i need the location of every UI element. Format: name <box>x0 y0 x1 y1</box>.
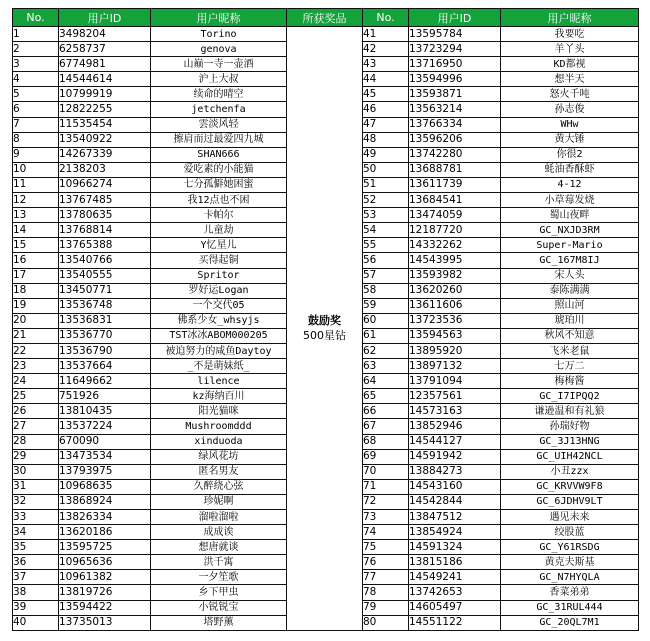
row-nickname: 照山河 <box>501 298 639 313</box>
row-no: 20 <box>13 313 59 328</box>
row-no: 5 <box>13 87 59 102</box>
row-user-id: 13766334 <box>409 117 501 132</box>
row-nickname: 溜啦溜啦 <box>151 510 287 525</box>
prize-cell <box>287 27 363 631</box>
row-no: 62 <box>363 343 409 358</box>
row-nickname: 七分孤僻她困蜜 <box>151 177 287 192</box>
row-no: 31 <box>13 479 59 494</box>
row-no: 53 <box>363 208 409 223</box>
row-user-id: 13594563 <box>409 328 501 343</box>
row-user-id: 14544614 <box>59 72 151 87</box>
row-no: 78 <box>363 585 409 600</box>
header-nick-left: 用户昵称 <box>151 9 287 27</box>
row-nickname: 羊丫头 <box>501 42 639 57</box>
row-nickname: 被迫努力的咸鱼Daytoy <box>151 343 287 358</box>
row-no: 43 <box>363 57 409 72</box>
row-user-id: 13791094 <box>409 374 501 389</box>
row-user-id: 6774981 <box>59 57 151 72</box>
row-nickname: 续命的晴空 <box>151 87 287 102</box>
row-user-id: 13537664 <box>59 359 151 374</box>
row-user-id: 11649662 <box>59 374 151 389</box>
row-user-id: 13815186 <box>409 555 501 570</box>
row-no: 24 <box>13 374 59 389</box>
row-user-id: 12187720 <box>409 223 501 238</box>
row-no: 22 <box>13 343 59 358</box>
row-nickname: WHw <box>501 117 639 132</box>
row-no: 44 <box>363 72 409 87</box>
row-nickname: 想唐就谈 <box>151 540 287 555</box>
row-user-id: 13563214 <box>409 102 501 117</box>
row-user-id: 14543995 <box>409 253 501 268</box>
row-no: 51 <box>363 177 409 192</box>
row-no: 58 <box>363 283 409 298</box>
row-no: 52 <box>363 193 409 208</box>
row-nickname: jetchenfa <box>151 102 287 117</box>
row-nickname: Y忆星儿 <box>151 238 287 253</box>
row-user-id: 13819726 <box>59 585 151 600</box>
row-nickname: 孙瑞好物 <box>501 419 639 434</box>
row-no: 19 <box>13 298 59 313</box>
row-nickname: 蜀山夜畔 <box>501 208 639 223</box>
row-nickname: 琥珀川 <box>501 313 639 328</box>
row-nickname: KD都视 <box>501 57 639 72</box>
row-user-id: 13593982 <box>409 268 501 283</box>
winners-table <box>12 8 639 631</box>
row-no: 69 <box>363 449 409 464</box>
row-user-id: 13688781 <box>409 162 501 177</box>
row-nickname: 小草莓发烧 <box>501 193 639 208</box>
row-nickname: 黄克夫斯基 <box>501 555 639 570</box>
row-user-id: 13684541 <box>409 193 501 208</box>
row-nickname: kz海纳百川 <box>151 389 287 404</box>
row-user-id: 13611739 <box>409 177 501 192</box>
row-no: 47 <box>363 117 409 132</box>
row-no: 80 <box>363 615 409 630</box>
row-user-id: 14542844 <box>409 494 501 509</box>
row-user-id: 13474059 <box>409 208 501 223</box>
row-user-id: 13620260 <box>409 283 501 298</box>
row-no: 2 <box>13 42 59 57</box>
row-user-id: 13540922 <box>59 132 151 147</box>
row-nickname: 小锐锐宝 <box>151 600 287 615</box>
row-no: 12 <box>13 193 59 208</box>
row-nickname: GC_Y61RSDG <box>501 540 639 555</box>
row-user-id: 6258737 <box>59 42 151 57</box>
row-nickname: 小丑zzx <box>501 464 639 479</box>
row-no: 66 <box>363 404 409 419</box>
row-no: 36 <box>13 555 59 570</box>
row-nickname: 蚝油香酥虾 <box>501 162 639 177</box>
header-uid-right: 用户ID <box>409 9 501 27</box>
row-nickname: GC_31RUL444 <box>501 600 639 615</box>
row-no: 50 <box>363 162 409 177</box>
row-user-id: 2138203 <box>59 162 151 177</box>
row-nickname: 我要吃 <box>501 27 639 42</box>
row-nickname: 黄大锤 <box>501 132 639 147</box>
row-user-id: 13536831 <box>59 313 151 328</box>
row-no: 74 <box>363 525 409 540</box>
row-nickname: 爱吃素的小能猫 <box>151 162 287 177</box>
row-no: 35 <box>13 540 59 555</box>
header-no-left: No. <box>13 9 59 27</box>
row-nickname: GC_NXJD3RM <box>501 223 639 238</box>
row-nickname: xinduoda <box>151 434 287 449</box>
row-no: 4 <box>13 72 59 87</box>
row-user-id: 13793975 <box>59 464 151 479</box>
row-user-id: 13895920 <box>409 343 501 358</box>
row-no: 65 <box>363 389 409 404</box>
row-user-id: 13847512 <box>409 510 501 525</box>
row-no: 38 <box>13 585 59 600</box>
row-no: 10 <box>13 162 59 177</box>
row-nickname: 宋人头 <box>501 268 639 283</box>
row-user-id: 10968635 <box>59 479 151 494</box>
row-nickname: 七万二 <box>501 359 639 374</box>
header-row <box>13 9 639 27</box>
row-user-id: 13536748 <box>59 298 151 313</box>
row-user-id: 14544127 <box>409 434 501 449</box>
header-prize: 所获奖品 <box>287 9 363 27</box>
row-user-id: 13540555 <box>59 268 151 283</box>
row-user-id: 13826334 <box>59 510 151 525</box>
row-user-id: 10965636 <box>59 555 151 570</box>
row-nickname: TST冰冰ABOM000205 <box>151 328 287 343</box>
row-no: 27 <box>13 419 59 434</box>
row-nickname: GC_I7IPQQ2 <box>501 389 639 404</box>
row-nickname: Spritor <box>151 268 287 283</box>
row-user-id: 13723294 <box>409 42 501 57</box>
row-no: 48 <box>363 132 409 147</box>
header-nick-right: 用户昵称 <box>501 9 639 27</box>
row-no: 33 <box>13 510 59 525</box>
row-user-id: 13768814 <box>59 223 151 238</box>
row-nickname: lilence <box>151 374 287 389</box>
row-no: 28 <box>13 434 59 449</box>
row-no: 17 <box>13 268 59 283</box>
row-nickname: SHAN666 <box>151 147 287 162</box>
row-no: 68 <box>363 434 409 449</box>
row-no: 14 <box>13 223 59 238</box>
row-no: 56 <box>363 253 409 268</box>
row-nickname: 梅梅酱 <box>501 374 639 389</box>
row-nickname: 泰陈满满 <box>501 283 639 298</box>
row-no: 72 <box>363 494 409 509</box>
row-no: 70 <box>363 464 409 479</box>
row-user-id: 14591942 <box>409 449 501 464</box>
row-nickname: 卡帕尔 <box>151 208 287 223</box>
header-no-right: No. <box>363 9 409 27</box>
row-user-id: 13897132 <box>409 359 501 374</box>
row-no: 26 <box>13 404 59 419</box>
row-nickname: genova <box>151 42 287 57</box>
row-no: 13 <box>13 208 59 223</box>
row-no: 59 <box>363 298 409 313</box>
row-user-id: 13536790 <box>59 343 151 358</box>
row-user-id: 14549241 <box>409 570 501 585</box>
row-no: 1 <box>13 27 59 42</box>
row-nickname: 久醉绕心弦 <box>151 479 287 494</box>
row-user-id: 13780635 <box>59 208 151 223</box>
row-user-id: 13854924 <box>409 525 501 540</box>
row-nickname: GC_UIH42NCL <box>501 449 639 464</box>
row-nickname: 想半天 <box>501 72 639 87</box>
row-user-id: 14591324 <box>409 540 501 555</box>
row-no: 77 <box>363 570 409 585</box>
row-nickname: 罗好运Logan <box>151 283 287 298</box>
row-nickname: 雲淡风轻 <box>151 117 287 132</box>
row-user-id: 14573163 <box>409 404 501 419</box>
row-nickname: 沪上大叔 <box>151 72 287 87</box>
row-user-id: 13536770 <box>59 328 151 343</box>
row-nickname: 洪千寓 <box>151 555 287 570</box>
row-nickname: 谦逊温和有礼狼 <box>501 404 639 419</box>
table-row <box>13 27 639 42</box>
row-nickname: 阳光猫咪 <box>151 404 287 419</box>
row-user-id: 14551122 <box>409 615 501 630</box>
table-body <box>13 27 639 631</box>
row-no: 40 <box>13 615 59 630</box>
row-nickname: 塔野薰 <box>151 615 287 630</box>
row-nickname: 孙志俊 <box>501 102 639 117</box>
row-user-id: 13742653 <box>409 585 501 600</box>
row-nickname: _不是萌妹纸_ <box>151 359 287 374</box>
row-nickname: Mushroomddd <box>151 419 287 434</box>
row-no: 57 <box>363 268 409 283</box>
row-nickname: GC_6JDHV9LT <box>501 494 639 509</box>
row-user-id: 13852946 <box>409 419 501 434</box>
row-user-id: 13537224 <box>59 419 151 434</box>
row-nickname: 成成诶 <box>151 525 287 540</box>
row-no: 16 <box>13 253 59 268</box>
row-no: 15 <box>13 238 59 253</box>
row-user-id: 13716950 <box>409 57 501 72</box>
row-nickname: 一夕笙歌 <box>151 570 287 585</box>
row-nickname: 一个交代05 <box>151 298 287 313</box>
row-nickname: 你很2 <box>501 147 639 162</box>
row-no: 46 <box>363 102 409 117</box>
row-nickname: 绞股蓝 <box>501 525 639 540</box>
row-user-id: 13596206 <box>409 132 501 147</box>
row-user-id: 13593871 <box>409 87 501 102</box>
row-nickname: GC_N7HYQLA <box>501 570 639 585</box>
row-user-id: 13868924 <box>59 494 151 509</box>
row-user-id: 13594996 <box>409 72 501 87</box>
row-no: 7 <box>13 117 59 132</box>
row-nickname: 珍妮啊 <box>151 494 287 509</box>
row-no: 18 <box>13 283 59 298</box>
row-no: 54 <box>363 223 409 238</box>
row-nickname: 儿童劫 <box>151 223 287 238</box>
row-user-id: 13540766 <box>59 253 151 268</box>
row-no: 49 <box>363 147 409 162</box>
prize-detail: 500星钻 <box>303 329 346 343</box>
row-user-id: 10799919 <box>59 87 151 102</box>
row-user-id: 670090 <box>59 434 151 449</box>
row-nickname: 擦肩而过最爱四九城 <box>151 132 287 147</box>
row-nickname: 香菜弟弟 <box>501 585 639 600</box>
row-no: 34 <box>13 525 59 540</box>
row-no: 71 <box>363 479 409 494</box>
row-user-id: 13450771 <box>59 283 151 298</box>
row-nickname: 秋风不知意 <box>501 328 639 343</box>
row-no: 79 <box>363 600 409 615</box>
row-user-id: 14605497 <box>409 600 501 615</box>
row-nickname: GC_3J13HNG <box>501 434 639 449</box>
row-user-id: 10966274 <box>59 177 151 192</box>
row-nickname: 绿风花坊 <box>151 449 287 464</box>
row-no: 55 <box>363 238 409 253</box>
row-no: 25 <box>13 389 59 404</box>
row-user-id: 13611606 <box>409 298 501 313</box>
row-nickname: 遇见未来 <box>501 510 639 525</box>
row-no: 21 <box>13 328 59 343</box>
row-user-id: 3498204 <box>59 27 151 42</box>
row-no: 32 <box>13 494 59 509</box>
row-no: 11 <box>13 177 59 192</box>
row-nickname: GC_KRVVW9F8 <box>501 479 639 494</box>
row-no: 76 <box>363 555 409 570</box>
row-no: 61 <box>363 328 409 343</box>
row-user-id: 13767485 <box>59 193 151 208</box>
row-user-id: 13594422 <box>59 600 151 615</box>
row-user-id: 12822255 <box>59 102 151 117</box>
row-nickname: 山巅一寺一壶酒 <box>151 57 287 72</box>
row-no: 64 <box>363 374 409 389</box>
prize-name: 鼓励奖 <box>308 314 341 328</box>
row-user-id: 12357561 <box>409 389 501 404</box>
row-no: 42 <box>363 42 409 57</box>
row-nickname: Super-Mario <box>501 238 639 253</box>
row-no: 23 <box>13 359 59 374</box>
row-user-id: 13765388 <box>59 238 151 253</box>
header-uid-left: 用户ID <box>59 9 151 27</box>
row-no: 45 <box>363 87 409 102</box>
row-no: 67 <box>363 419 409 434</box>
row-no: 29 <box>13 449 59 464</box>
row-user-id: 13742280 <box>409 147 501 162</box>
row-nickname: 匿名男友 <box>151 464 287 479</box>
row-no: 60 <box>363 313 409 328</box>
row-user-id: 13723536 <box>409 313 501 328</box>
row-no: 8 <box>13 132 59 147</box>
row-no: 3 <box>13 57 59 72</box>
row-user-id: 14332262 <box>409 238 501 253</box>
row-nickname: 怒火千吨 <box>501 87 639 102</box>
row-user-id: 13884273 <box>409 464 501 479</box>
row-user-id: 13735013 <box>59 615 151 630</box>
row-user-id: 13595725 <box>59 540 151 555</box>
row-user-id: 14543160 <box>409 479 501 494</box>
row-nickname: Torino <box>151 27 287 42</box>
row-no: 73 <box>363 510 409 525</box>
row-user-id: 13810435 <box>59 404 151 419</box>
row-nickname: 飞米老鼠 <box>501 343 639 358</box>
row-no: 6 <box>13 102 59 117</box>
row-user-id: 13595784 <box>409 27 501 42</box>
row-nickname: GC_167M8IJ <box>501 253 639 268</box>
row-user-id: 11535454 <box>59 117 151 132</box>
row-nickname: 4-12 <box>501 177 639 192</box>
row-no: 37 <box>13 570 59 585</box>
row-user-id: 10961382 <box>59 570 151 585</box>
row-nickname: 乡下甲虫 <box>151 585 287 600</box>
row-no: 63 <box>363 359 409 374</box>
row-user-id: 751926 <box>59 389 151 404</box>
row-nickname: 我12点也不困 <box>151 193 287 208</box>
row-user-id: 13473534 <box>59 449 151 464</box>
row-no: 41 <box>363 27 409 42</box>
row-nickname: GC_20QL7M1 <box>501 615 639 630</box>
row-no: 30 <box>13 464 59 479</box>
row-nickname: 买得起铜 <box>151 253 287 268</box>
row-no: 39 <box>13 600 59 615</box>
row-user-id: 13620186 <box>59 525 151 540</box>
row-no: 75 <box>363 540 409 555</box>
row-no: 9 <box>13 147 59 162</box>
row-nickname: 佛系少女_whsyjs <box>151 313 287 328</box>
row-user-id: 14267339 <box>59 147 151 162</box>
